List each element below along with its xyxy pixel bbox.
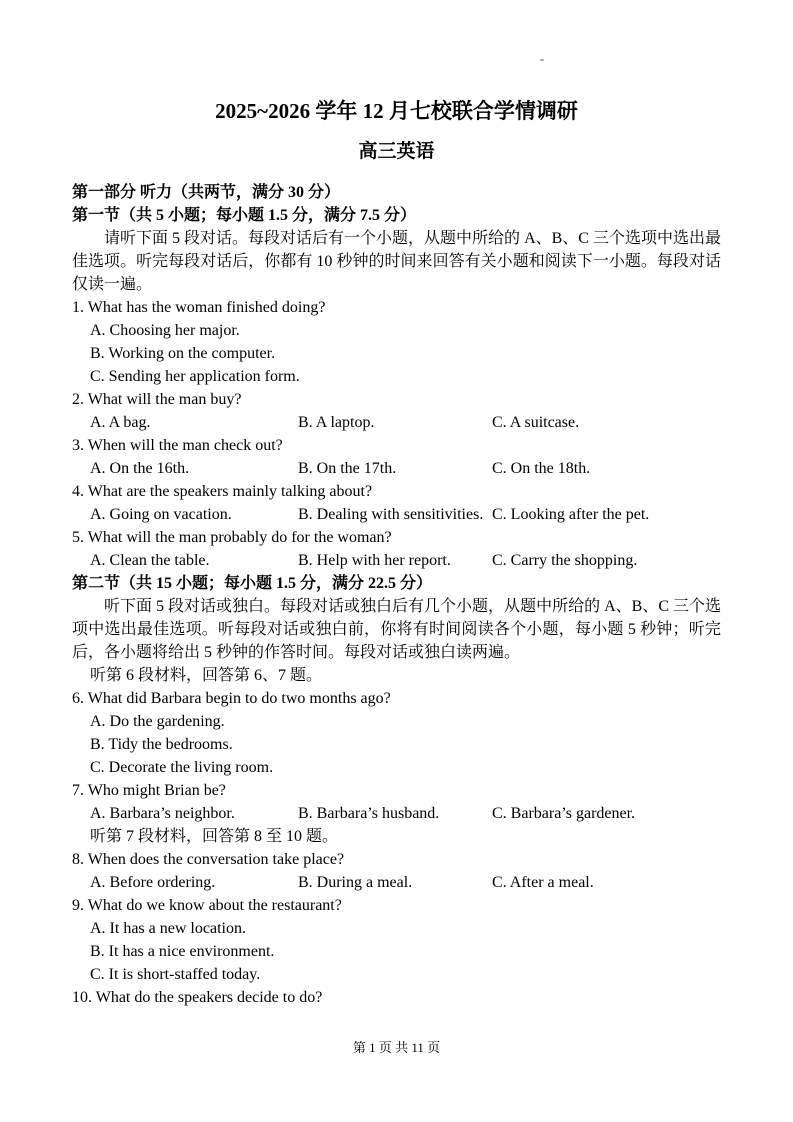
page-footer: 第 1 页 共 11 页 xyxy=(352,1040,441,1055)
question-options xyxy=(72,710,721,779)
question-options xyxy=(72,871,721,894)
answer-option: C. It is short-staffed today. xyxy=(90,966,261,983)
answer-option: A. Going on vacation. xyxy=(90,506,232,523)
question-stem: 6. What did Barbara begin to do two months ago? xyxy=(72,690,391,707)
question-options xyxy=(72,503,721,526)
question-stem: 9. What do we know about the restaurant? xyxy=(72,897,342,914)
section-heading: 第二节（共 15 小题；每小题 1.5 分，满分 22.5 分） xyxy=(72,575,433,592)
answer-option: B. Barbara’s husband. xyxy=(298,805,440,822)
intro-paragraph: 听下面 5 段对话或独白。每段对话或独白后有几个小题，从题中所给的 A、B、C 三个选项中选出最佳选项。听每段对话或独白前，你将有时间阅读各个小题，每小题 5 秒钟；听完后，各小题将给出 5 秒钟的作答时间。每段对话或独白读两遍。 xyxy=(72,598,721,661)
question-stem: 8. When does the conversation take place? xyxy=(72,851,345,868)
question-options xyxy=(72,319,721,388)
stray-mark xyxy=(540,59,544,61)
answer-option: B. A laptop. xyxy=(298,414,375,431)
question-stem: 10. What do the speakers decide to do? xyxy=(72,989,323,1006)
section-heading: 第一节（共 5 小题；每小题 1.5 分，满分 7.5 分） xyxy=(72,207,417,224)
question-8 xyxy=(72,848,721,894)
answer-option: B. During a meal. xyxy=(298,874,413,891)
question-7 xyxy=(72,779,721,825)
question-stem: 3. When will the man check out? xyxy=(72,437,283,454)
question-options xyxy=(72,411,721,434)
answer-option: B. Help with her report. xyxy=(298,552,451,569)
question-options xyxy=(72,917,721,986)
answer-option: C. Barbara’s gardener. xyxy=(492,805,636,822)
question-4 xyxy=(72,480,721,526)
question-options xyxy=(72,549,721,572)
document-title: 2025~2026 学年 12 月七校联合学情调研 xyxy=(215,99,578,123)
answer-option: A. Before ordering. xyxy=(90,874,216,891)
answer-option: A. Do the gardening. xyxy=(90,713,225,730)
question-options xyxy=(72,802,721,825)
question-10 xyxy=(72,986,721,1009)
answer-option: C. Decorate the living room. xyxy=(90,759,274,776)
material-note: 听第 7 段材料，回答第 8 至 10 题。 xyxy=(90,828,339,845)
answer-option: A. Barbara’s neighbor. xyxy=(90,805,235,822)
question-stem: 7. Who might Brian be? xyxy=(72,782,226,799)
intro-paragraph: 请听下面 5 段对话。每段对话后有一个小题，从题中所给的 A、B、C 三个选项中选出最佳选项。听完每段对话后，你都有 10 秒钟的时间来回答有关小题和阅读下一小题。每段对话仅读一遍。 xyxy=(72,230,721,293)
answer-option: C. A suitcase. xyxy=(492,414,580,431)
document-subtitle: 高三英语 xyxy=(358,141,435,162)
question-stem: 2. What will the man buy? xyxy=(72,391,242,408)
answer-option: C. On the 18th. xyxy=(492,460,591,477)
answer-option: A. A bag. xyxy=(90,414,151,431)
answer-option: A. On the 16th. xyxy=(90,460,190,477)
answer-option: B. Tidy the bedrooms. xyxy=(90,736,233,753)
question-5 xyxy=(72,526,721,572)
answer-option: C. Carry the shopping. xyxy=(492,552,638,569)
answer-option: A. It has a new location. xyxy=(90,920,246,937)
answer-option: B. On the 17th. xyxy=(298,460,397,477)
material-note: 听第 6 段材料，回答第 6、7 题。 xyxy=(90,667,323,684)
question-stem: 5. What will the man probably do for the woman? xyxy=(72,529,392,546)
answer-option: C. After a meal. xyxy=(492,874,594,891)
question-options xyxy=(72,457,721,480)
question-1 xyxy=(72,296,721,388)
part-heading: 第一部分 听力（共两节，满分 30 分） xyxy=(72,184,341,201)
exam-content xyxy=(72,181,721,1009)
question-9 xyxy=(72,894,721,986)
answer-option: B. Working on the computer. xyxy=(90,345,276,362)
answer-option: B. It has a nice environment. xyxy=(90,943,275,960)
question-2 xyxy=(72,388,721,434)
question-stem: 4. What are the speakers mainly talking about? xyxy=(72,483,373,500)
answer-option: C. Sending her application form. xyxy=(90,368,300,385)
answer-option: B. Dealing with sensitivities. xyxy=(298,506,484,523)
question-stem: 1. What has the woman finished doing? xyxy=(72,299,326,316)
answer-option: A. Choosing her major. xyxy=(90,322,240,339)
question-6 xyxy=(72,687,721,779)
answer-option: C. Looking after the pet. xyxy=(492,506,650,523)
answer-option: A. Clean the table. xyxy=(90,552,210,569)
question-3 xyxy=(72,434,721,480)
